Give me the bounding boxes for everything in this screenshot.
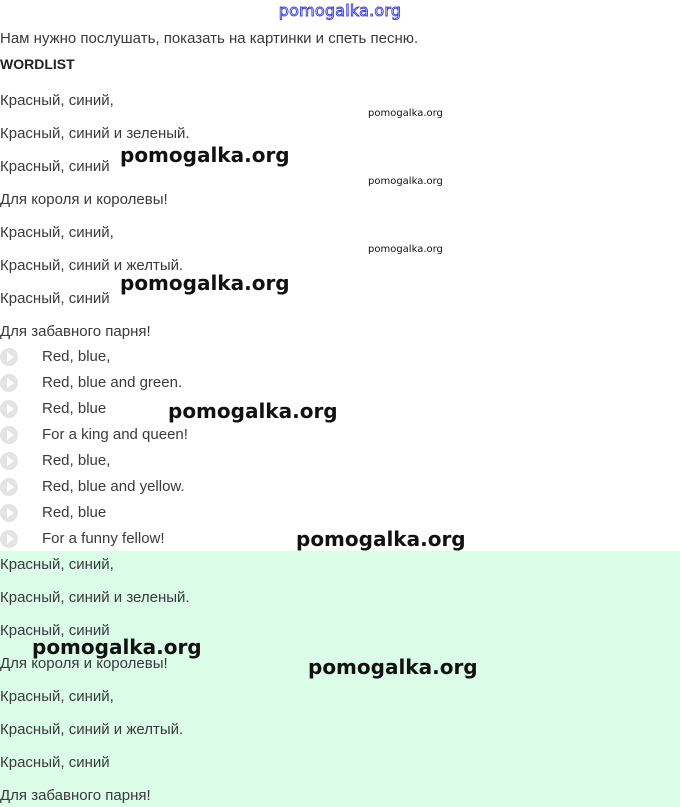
- english-line: Red, blue,: [42, 452, 111, 469]
- audio-row: [0, 398, 18, 420]
- english-line: For a king and queen!: [42, 426, 188, 443]
- audio-row: [0, 450, 18, 472]
- translation-line: Красный, синий,: [0, 556, 114, 573]
- play-icon[interactable]: [0, 530, 18, 548]
- translation-line: Для забавного парня!: [0, 787, 151, 804]
- translation-line: Красный, синий и желтый.: [0, 721, 184, 738]
- audio-row: [0, 528, 18, 550]
- english-line: For a funny fellow!: [42, 530, 165, 547]
- watermark: pomogalka.org: [120, 271, 290, 295]
- watermark: pomogalka.org: [368, 176, 443, 187]
- header-watermark: pomogalka.org: [278, 1, 402, 20]
- watermark: pomogalka.org: [308, 655, 478, 679]
- play-icon[interactable]: [0, 374, 18, 392]
- audio-row: [0, 502, 18, 524]
- translation-line: Красный, синий: [0, 754, 110, 771]
- english-line: Red, blue,: [42, 348, 111, 365]
- intro-text: Нам нужно послушать, показать на картинки и спеть песню.: [0, 30, 419, 47]
- translation-line: Красный, синий,: [0, 688, 114, 705]
- translation-line: Красный, синий и зеленый.: [0, 589, 190, 606]
- translation-line: Для короля и королевы!: [0, 655, 168, 672]
- watermark: pomogalka.org: [368, 108, 443, 119]
- play-icon[interactable]: [0, 400, 18, 418]
- english-line: Red, blue and green.: [42, 374, 183, 391]
- english-line: Red, blue: [42, 504, 107, 521]
- english-line: Red, blue and yellow.: [42, 478, 185, 495]
- russian-line: Красный, синий и зеленый.: [0, 125, 190, 142]
- play-icon[interactable]: [0, 426, 18, 444]
- russian-line: Красный, синий: [0, 290, 110, 307]
- russian-line: Красный, синий,: [0, 92, 114, 109]
- watermark: pomogalka.org: [368, 244, 443, 255]
- play-icon[interactable]: [0, 478, 18, 496]
- audio-row: [0, 346, 18, 368]
- play-icon[interactable]: [0, 452, 18, 470]
- russian-line: Для забавного парня!: [0, 323, 151, 340]
- audio-row: [0, 476, 18, 498]
- russian-line: Красный, синий и желтый.: [0, 257, 184, 274]
- play-icon[interactable]: [0, 348, 18, 366]
- watermark: pomogalka.org: [120, 143, 290, 167]
- wordlist-heading: WORDLIST: [0, 56, 75, 72]
- watermark: pomogalka.org: [32, 635, 202, 659]
- audio-row: [0, 424, 18, 446]
- translation-line: Красный, синий: [0, 622, 110, 639]
- audio-row: [0, 372, 18, 394]
- play-icon[interactable]: [0, 504, 18, 522]
- english-line: Red, blue: [42, 400, 107, 417]
- russian-line: Красный, синий,: [0, 224, 114, 241]
- russian-line: Красный, синий: [0, 158, 110, 175]
- watermark: pomogalka.org: [296, 527, 466, 551]
- watermark: pomogalka.org: [168, 399, 338, 423]
- russian-line: Для короля и королевы!: [0, 191, 168, 208]
